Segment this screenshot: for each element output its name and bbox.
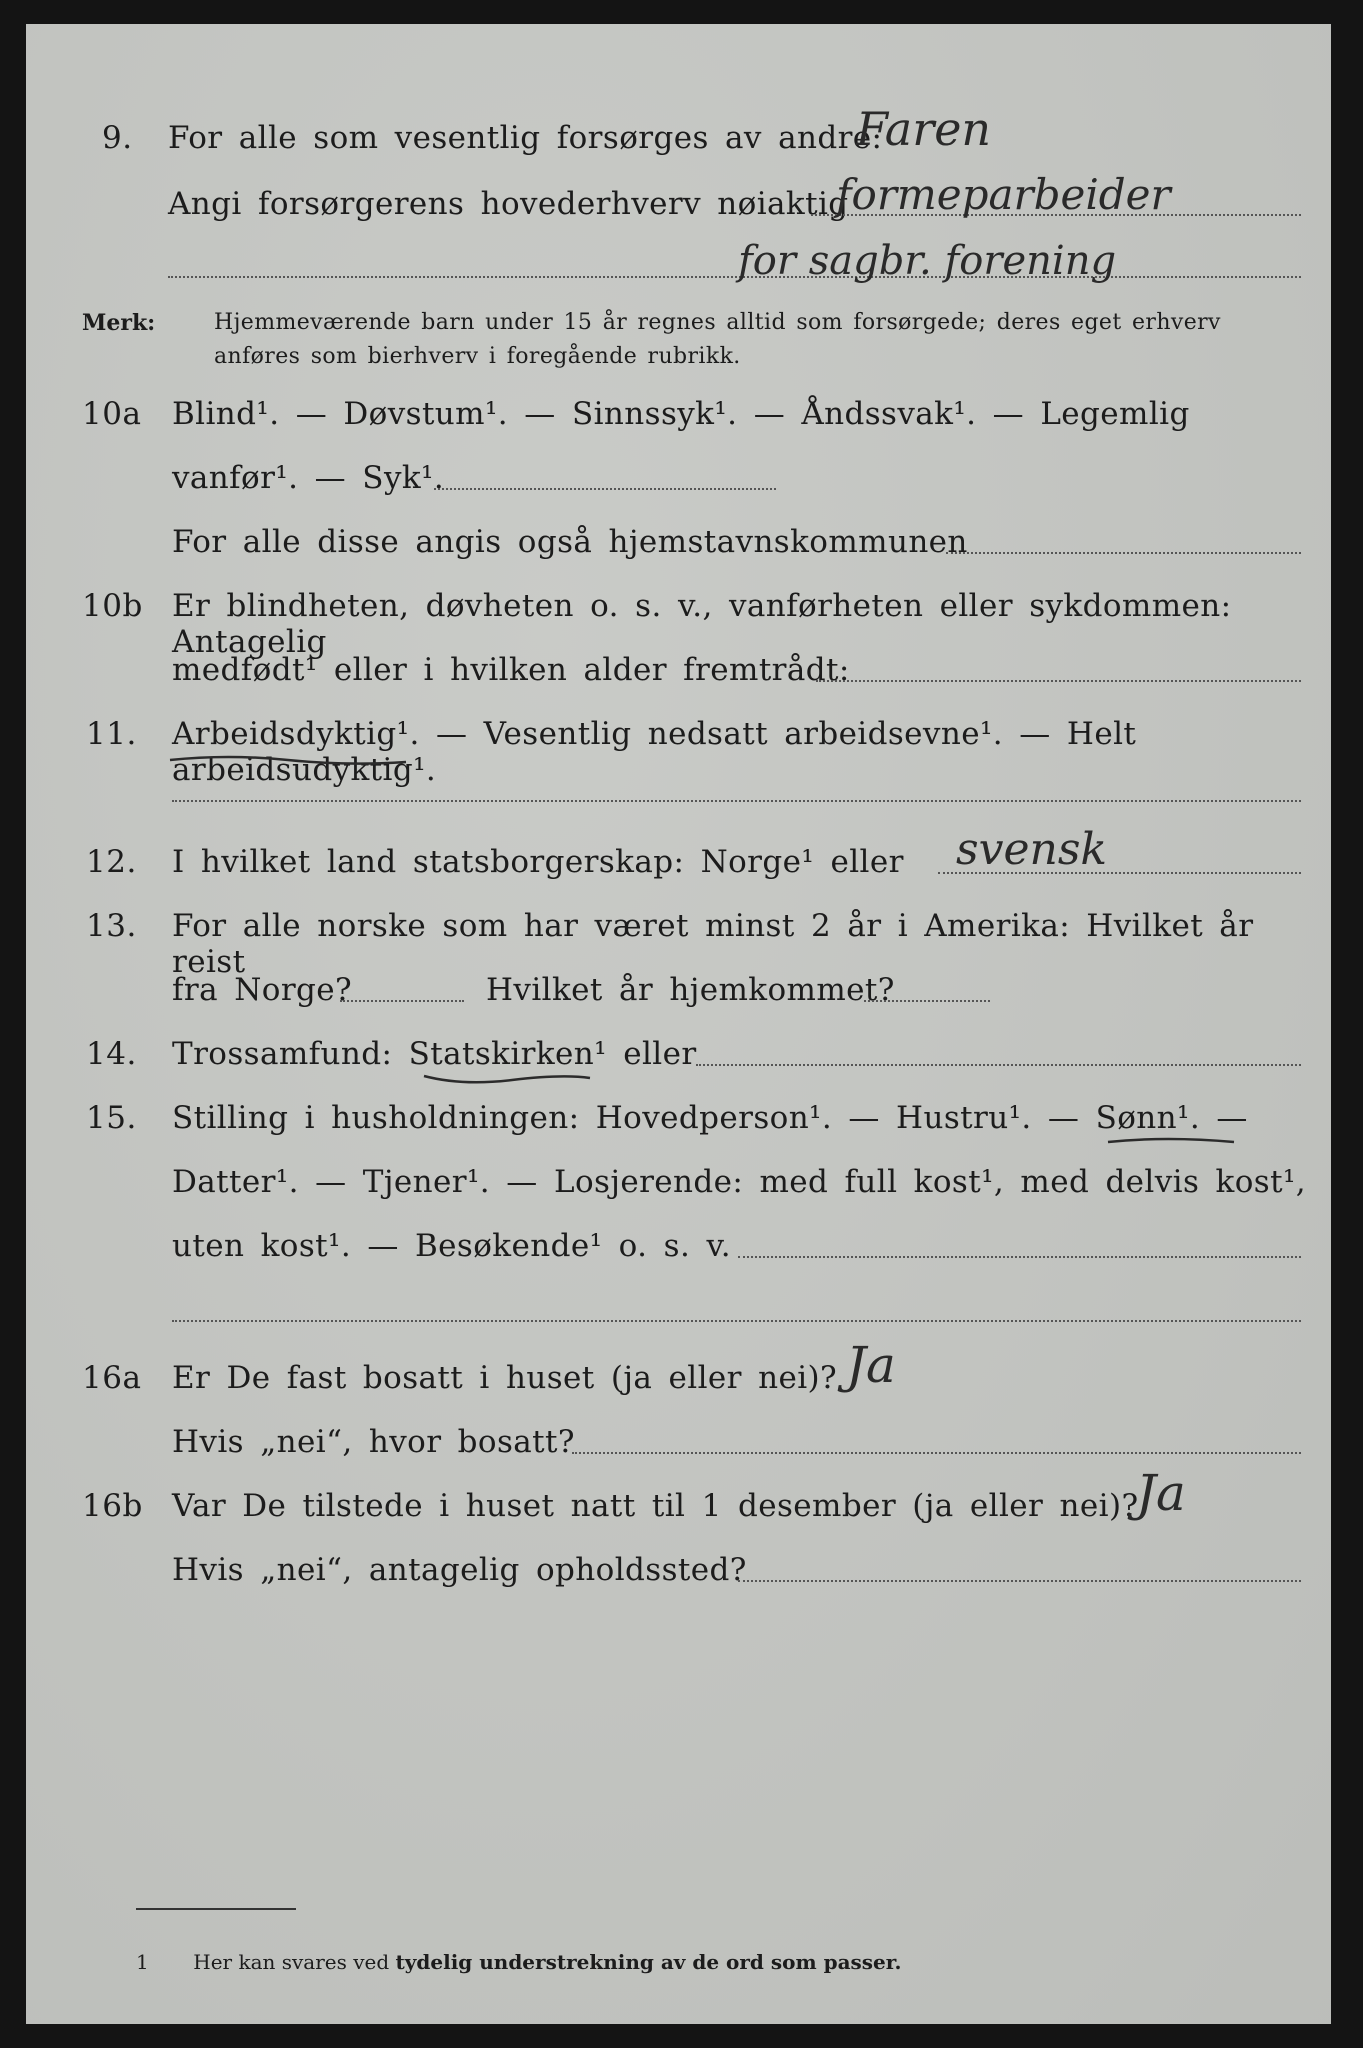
- q9-provider-occupation-label: Angi forsørgerens hovederhverv nøiaktig: [168, 186, 849, 222]
- item-number-11: 11.: [86, 716, 137, 752]
- item-number-13: 13.: [86, 908, 137, 944]
- q10b-line2-blank: [816, 680, 1301, 682]
- q16a-line2: Hvis „nei“, hvor bosatt?: [172, 1424, 575, 1460]
- q9-question: For alle som vesentlig forsørges av andre:: [168, 120, 883, 156]
- footnote-rule: [136, 1908, 296, 1910]
- item-number-10b: 10b: [82, 588, 143, 624]
- q15-extra-blank: [172, 1320, 1301, 1322]
- q9-provider-handwritten: formeparbeider: [836, 170, 1171, 219]
- q14-line1: Trossamfund: Statskirken¹ eller: [172, 1036, 697, 1072]
- q13-line1: For alle norske som har været minst 2 år i Amerika: Hvilket år reist: [172, 908, 1254, 980]
- q13-departure-blank: [340, 1000, 464, 1002]
- q16a-handwritten-answer: Ja: [846, 1336, 896, 1394]
- q10a-line2: vanfør¹. — Syk¹.: [172, 460, 445, 496]
- q16b-line1: Var De tilstede i huset natt til 1 desember (ja eller nei)?: [172, 1488, 1139, 1524]
- q16b-blank: [738, 1580, 1301, 1582]
- item-number-9: 9.: [102, 120, 133, 156]
- q16b-line2: Hvis „nei“, antagelig opholdssted?: [172, 1552, 747, 1588]
- q11-blank-line: [172, 800, 1301, 802]
- q10b-line1: Er blindheten, døvheten o. s. v., vanførheten eller sykdommen: Antagelig: [172, 588, 1232, 660]
- footnote-text-a: Her kan svares ved: [193, 1950, 390, 1974]
- q11-line1: Arbeidsdyktig¹. — Vesentlig nedsatt arbeidsevne¹. — Helt arbeidsudyktig¹.: [172, 716, 1137, 788]
- q13-line2-right: Hvilket år hjemkommet?: [486, 972, 895, 1008]
- item-number-15: 15.: [86, 1100, 137, 1136]
- q13-line2-left: fra Norge?: [172, 972, 353, 1008]
- q10a-line3: For alle disse angis også hjemstavnskommunen: [172, 524, 968, 560]
- merk-text-line1: Hjemmeværende barn under 15 år regnes alltid som forsørgede; deres eget erhverv: [214, 310, 1221, 335]
- q10a-line3-blank: [946, 552, 1301, 554]
- q9-handwritten-answer: Faren: [856, 102, 992, 156]
- q15-line2: Datter¹. — Tjener¹. — Losjerende: med full kost¹, med delvis kost¹,: [172, 1164, 1307, 1200]
- item-number-16b: 16b: [82, 1488, 143, 1524]
- q9-second-line: [168, 276, 1301, 278]
- q9-provider-handwritten-2: for sagbr. forening: [738, 238, 1117, 284]
- q10a-line2-blank: [434, 488, 776, 490]
- q14-handwritten-underline: [422, 1070, 592, 1090]
- q16b-handwritten-answer: Ja: [1136, 1464, 1186, 1522]
- q15-handwritten-underline: [1106, 1134, 1236, 1152]
- q14-blank: [696, 1064, 1301, 1066]
- q15-line3: uten kost¹. — Besøkende¹ o. s. v.: [172, 1228, 731, 1264]
- item-number-10a: 10a: [82, 396, 142, 432]
- q10b-line2: medfødt¹ eller i hvilken alder fremtrådt:: [172, 652, 850, 688]
- q12-line1: I hvilket land statsborgerskap: Norge¹ eller: [172, 844, 904, 880]
- q13-return-blank: [864, 1000, 990, 1002]
- q16a-line1: Er De fast bosatt i huset (ja eller nei)?: [172, 1360, 838, 1396]
- q12-handwritten-answer: svensk: [956, 824, 1108, 875]
- merk-text-line2: anføres som bierhverv i foregående rubrikk.: [214, 344, 741, 369]
- item-number-16a: 16a: [82, 1360, 142, 1396]
- merk-label: Merk:: [82, 310, 156, 336]
- footnote: [136, 1950, 901, 1974]
- footnote-mark: 1: [136, 1950, 149, 1974]
- q10a-line1: Blind¹. — Døvstum¹. — Sinnssyk¹. — Åndssvak¹. — Legemlig: [172, 396, 1190, 432]
- q16a-blank: [572, 1452, 1301, 1454]
- footnote-text-b: tydelig understrekning av de ord som passer.: [395, 1950, 902, 1974]
- item-number-12: 12.: [86, 844, 137, 880]
- q11-handwritten-underline: [168, 752, 408, 772]
- item-number-14: 14.: [86, 1036, 137, 1072]
- census-form-page: [26, 24, 1331, 2024]
- q15-line1: Stilling i husholdningen: Hovedperson¹. — Hustru¹. — Sønn¹. —: [172, 1100, 1248, 1136]
- q15-line3-blank: [738, 1256, 1301, 1258]
